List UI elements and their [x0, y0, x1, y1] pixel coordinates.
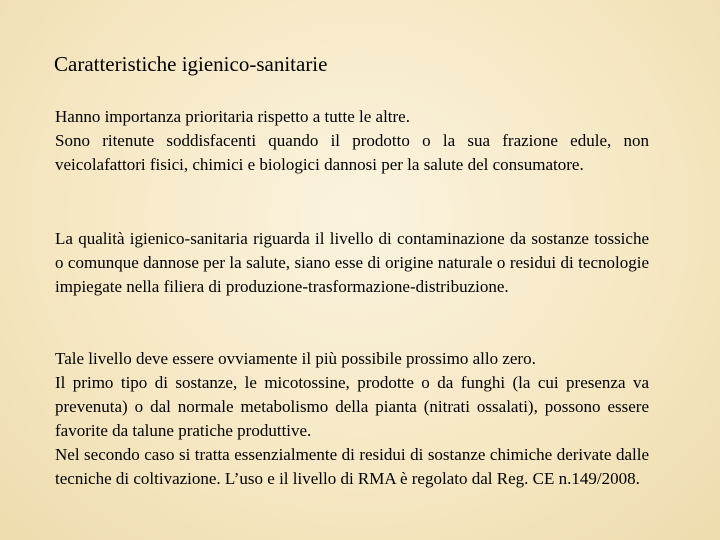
paragraph-text: Nel secondo caso si tratta essenzialmente di residui di sostanze chimiche derivate dalle tecniche di coltivazione. L’uso e il livello di RMA è regolato dal Reg. CE n.149/2008.	[55, 445, 649, 488]
paragraph-text: Sono ritenute soddisfacenti quando il prodotto o la sua frazione edule, non veicolafattori fisici, chimici e biologici dannosi per la salute del consumatore.	[55, 131, 649, 174]
paragraph-block-1	[55, 105, 649, 177]
paragraph-text: Il primo tipo di sostanze, le micotossine, prodotte o da funghi (la cui presenza va prevenuta) o dal normale metabolismo della pianta (nitrati ossalati), possono essere favorite da talune pratiche produttive.	[55, 373, 649, 440]
paragraph-text: Tale livello deve essere ovviamente il più possibile prossimo allo zero.	[55, 349, 536, 368]
paragraph-text: La qualità igienico-sanitaria riguarda il livello di contaminazione da sostanze tossiche o comunque dannose per la salute, siano esse di origine naturale o residui di tecnologie impiegate nella filiera di produzione-trasformazione-distribuzione.	[55, 229, 649, 296]
paragraph-text: Hanno importanza prioritaria rispetto a tutte le altre.	[55, 107, 410, 126]
paragraph-block-2	[55, 227, 649, 299]
paragraph-block-3	[55, 347, 649, 491]
slide-title: Caratteristiche igienico-sanitarie	[54, 52, 328, 76]
